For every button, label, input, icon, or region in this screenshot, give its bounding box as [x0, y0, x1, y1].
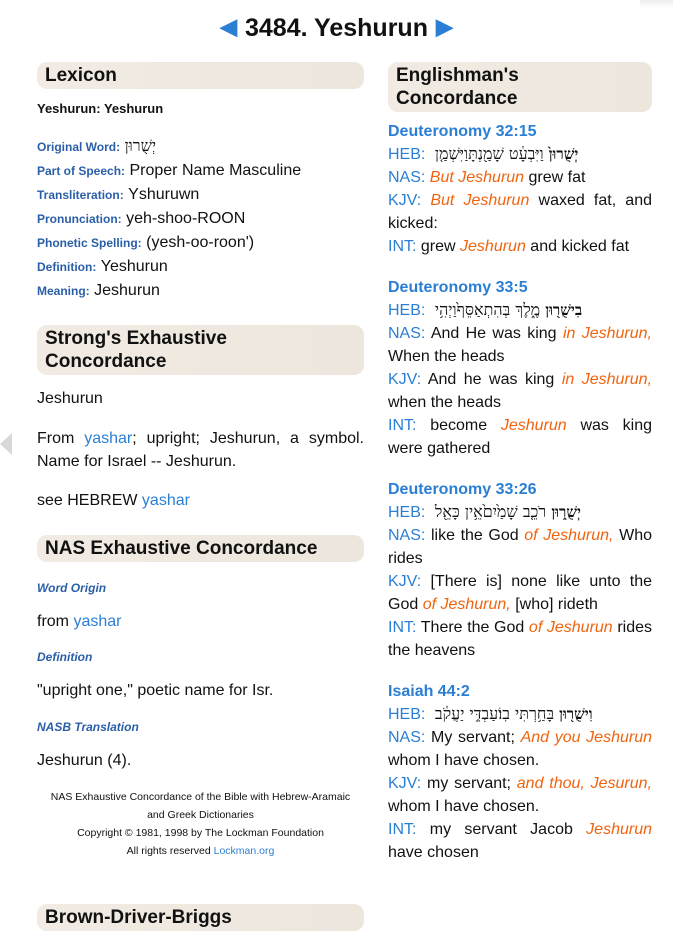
verse-kjv: KJV: But Jeshurun waxed fat, and kicked:: [388, 192, 653, 232]
lexicon-headword: Yeshurun: Yeshurun: [37, 101, 164, 116]
bdb-heading: Brown-Driver-Briggs: [37, 904, 364, 931]
right-column: [388, 62, 652, 864]
verse-int: INT: become Jeshurun was king were gathered: [388, 417, 652, 457]
field-meaning: Meaning: Jeshurun: [37, 282, 160, 299]
page-title: 3484. Yeshurun: [245, 14, 428, 42]
verse-reference-link[interactable]: Deuteronomy 33:5: [388, 279, 528, 296]
left-scroll-arrow-icon[interactable]: [0, 433, 12, 455]
verse-heb: HEB: וַיִּשְׁמַ֤ן יְשֻׁרוּן֙ וַיִּבְעָ֔ט שָׁמַ֖נְתָּ: [388, 144, 579, 163]
field-definition: Definition: Yeshurun: [37, 258, 168, 275]
verse-kjv: KJV: my servant; and thou, Jesurun, whom I have chosen.: [388, 775, 652, 815]
word-origin: from yashar: [37, 613, 122, 630]
field-original-word: Original Word: יְשֻׁרוּן: [37, 136, 157, 155]
nas-definition: "upright one," poetic name for Isr.: [37, 682, 274, 699]
verse-list: [388, 122, 652, 864]
top-edge-shadow: [640, 0, 673, 8]
verse-kjv: KJV: And he was king in Jeshurun, when the heads: [388, 371, 653, 411]
yashar-link[interactable]: yashar: [84, 430, 133, 447]
verse-entry: [388, 682, 652, 864]
verse-entry: [388, 480, 652, 662]
verse-heb: HEB: עַבְדִּ֣י יַעֲקֹ֔ב וִישֻׁר֖וּן בָּחַ֥רְתִּי בֽוֹ׃: [388, 704, 593, 723]
verse-int: INT: There the God of Jeshurun rides the heavens: [388, 619, 652, 659]
strongs-heading: Strong's Exhaustive Concordance: [37, 325, 364, 375]
englishman-heading: Englishman's Concordance: [388, 62, 652, 112]
verse-reference-link[interactable]: Isaiah 44:2: [388, 683, 470, 700]
verse-reference-link[interactable]: Deuteronomy 33:26: [388, 481, 537, 498]
word-origin-label: Word Origin: [37, 581, 107, 595]
field-pronunciation: Pronunciation: yeh-shoo-ROON: [37, 210, 246, 227]
nas-heading: NAS Exhaustive Concordance: [37, 535, 364, 562]
prev-arrow-icon[interactable]: ◀: [220, 14, 237, 39]
next-arrow-icon[interactable]: ▶: [435, 14, 453, 39]
verse-int: INT: my servant Jacob Jeshurun have chosen: [388, 821, 652, 861]
verse-entry: [388, 122, 652, 258]
strongs-word: Jeshurun: [37, 390, 103, 407]
definition-label: Definition: [37, 650, 93, 664]
strongs-see-also: see HEBREW yashar: [37, 492, 190, 509]
verse-entry: [388, 278, 652, 460]
verse-kjv: KJV: [There is] none like unto the God of Jeshurun, [who] rideth: [388, 573, 652, 613]
verse-heb: HEB: אֵ֥ין כָּאֵ֖ל יְשֻׁר֑וּן רֹכֵ֤ב שָׁמַ֙יִם֙: [388, 502, 581, 521]
nasb-translation-label: NASB Translation: [37, 720, 139, 734]
verse-reference-link[interactable]: Deuteronomy 32:15: [388, 123, 537, 140]
verse-int: INT: grew Jeshurun and kicked fat: [388, 238, 630, 255]
verse-nas: NAS: And He was king in Jeshurun, When the heads: [388, 325, 653, 365]
lockman-link[interactable]: Lockman.org: [213, 845, 275, 857]
field-transliteration: Transliteration: Yshuruwn: [37, 186, 200, 203]
strongs-derivation: From yashar; upright; Jeshurun, a symbol. Name for Israel -- Jeshurun.: [37, 430, 364, 470]
lexicon-heading: Lexicon: [37, 62, 364, 89]
nas-yashar-link[interactable]: yashar: [73, 613, 122, 630]
verse-nas: NAS: like the God of Jeshurun, Who rides: [388, 527, 652, 567]
field-phonetic-spelling: Phonetic Spelling: (yesh-oo-roon'): [37, 234, 255, 251]
copyright-footer: NAS Exhaustive Concordance of the Bible with Hebrew-Aramaic and Greek Dictionaries Copyright © 1981, 1998 by The Lockman Foundation All rights reserved Lockman.org: [50, 791, 351, 857]
left-column: [37, 62, 364, 931]
page-header: [0, 14, 673, 43]
lexicon-fields: [37, 134, 364, 303]
see-yashar-link[interactable]: yashar: [141, 492, 190, 509]
field-part-of-speech: Part of Speech: Proper Name Masculine: [37, 162, 302, 179]
verse-nas: NAS: But Jeshurun grew fat: [388, 169, 586, 186]
verse-nas: NAS: My servant; And you Jeshurun whom I have chosen.: [388, 729, 653, 769]
verse-heb: HEB: וַיְהִ֥י בִישֻׁר֖וּן מֶ֑לֶךְ בְּהִתְאַסֵּף֙: [388, 300, 583, 319]
nasb-translation: Jeshurun (4).: [37, 752, 132, 769]
